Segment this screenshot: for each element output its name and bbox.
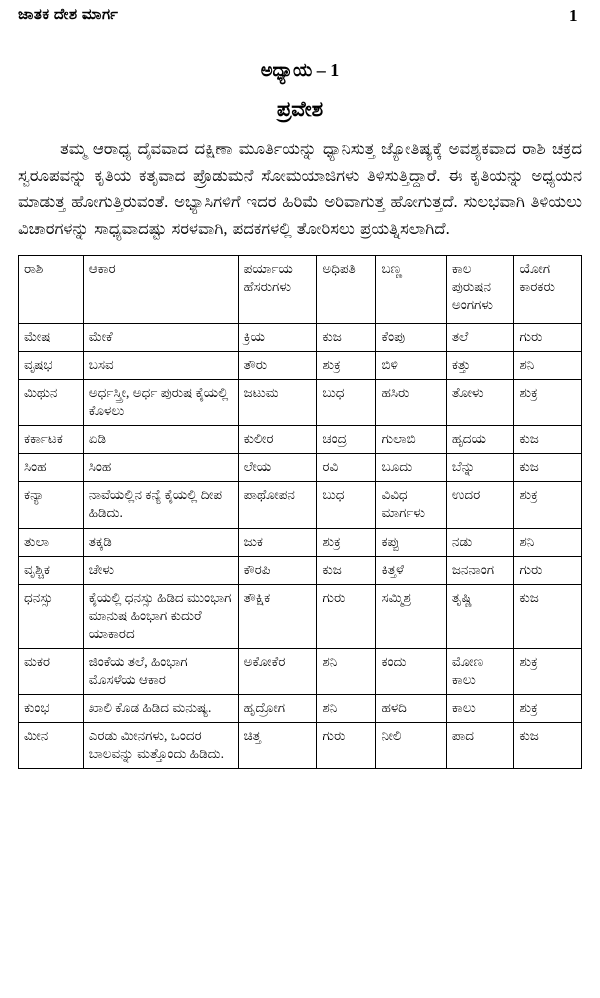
- cell-anga: ಉದರ: [446, 482, 514, 528]
- table-row: [19, 482, 582, 528]
- cell-adhipati: ಬುಧ: [317, 380, 376, 426]
- table-row: [19, 351, 582, 379]
- cell-yoga: ಕುಜ: [514, 584, 582, 648]
- cell-akara: ಮೇಕೆ: [83, 323, 238, 351]
- rashi-table: [18, 255, 582, 769]
- cell-adhipati: ಶುಕ್ರ: [317, 351, 376, 379]
- table-row: [19, 556, 582, 584]
- cell-akara: ಜಿಂಕೆಯ ತಲೆ, ಹಿಂಭಾಗ ಮೊಸಳೆಯ ಆಕಾರ: [83, 648, 238, 694]
- cell-yoga: ಕುಜ: [514, 454, 582, 482]
- cell-akara: ಚೇಳು: [83, 556, 238, 584]
- cell-rashi: ಮಿಥುನ: [19, 380, 84, 426]
- cell-paryaya: ತೌಕ್ಷಿಕ: [238, 584, 317, 648]
- cell-yoga: ಶುಕ್ರ: [514, 648, 582, 694]
- cell-akara: ತಕ್ಕಡಿ: [83, 528, 238, 556]
- cell-yoga: ಕುಜ: [514, 723, 582, 769]
- cell-yoga: ಶನಿ: [514, 528, 582, 556]
- cell-paryaya: ಚಿತ್ತ: [238, 723, 317, 769]
- cell-paryaya: ತೌರು: [238, 351, 317, 379]
- cell-rashi: ಕನ್ಯಾ: [19, 482, 84, 528]
- cell-paryaya: ಜಟುಮ: [238, 380, 317, 426]
- cell-adhipati: ಚಂದ್ರ: [317, 426, 376, 454]
- cell-adhipati: ಕುಜ: [317, 323, 376, 351]
- cell-rashi: ಸಿಂಹ: [19, 454, 84, 482]
- cell-rashi: ವೃಷಭ: [19, 351, 84, 379]
- cell-anga: ಪಾದ: [446, 723, 514, 769]
- column-header-paryaya-hesarugalu: ಪರ್ಯಾಯ ಹೆಸರುಗಳು: [238, 255, 317, 323]
- cell-yoga: ಶುಕ್ರ: [514, 695, 582, 723]
- cell-akara: ಅರ್ಧಸ್ತ್ರೀ, ಅರ್ಧ ಪುರುಷ ಕೈಯಲ್ಲಿ ಕೊಳಲು: [83, 380, 238, 426]
- cell-paryaya: ಜುಕ: [238, 528, 317, 556]
- cell-anga: ಹೃದಯ: [446, 426, 514, 454]
- book-title: ಜಾತಕ ದೇಶ ಮಾರ್ಗ: [18, 7, 119, 23]
- cell-rashi: ಕುಂಭ: [19, 695, 84, 723]
- column-header-adhipati: ಅಧಿಪತಿ: [317, 255, 376, 323]
- cell-banna: ಕೆಂಪು: [376, 323, 446, 351]
- cell-paryaya: ಹೃದ್ರೋಗ: [238, 695, 317, 723]
- table-row: [19, 723, 582, 769]
- cell-rashi: ಮಕರ: [19, 648, 84, 694]
- cell-anga: ಕತ್ತು: [446, 351, 514, 379]
- cell-banna: ವಿವಿಧ ಮಾರ್ಗಳು: [376, 482, 446, 528]
- table-row: [19, 380, 582, 426]
- column-header-kaalapurusha-angagalu: ಕಾಲ ಪುರುಷನ ಅಂಗಗಳು: [446, 255, 514, 323]
- cell-adhipati: ಕುಜ: [317, 556, 376, 584]
- cell-paryaya: ಲೇಯ: [238, 454, 317, 482]
- cell-banna: ಹಳದಿ: [376, 695, 446, 723]
- cell-adhipati: ಗುರು: [317, 584, 376, 648]
- cell-yoga: ಗುರು: [514, 323, 582, 351]
- cell-paryaya: ಅಕೋಕೆರ: [238, 648, 317, 694]
- cell-adhipati: ಬುಧ: [317, 482, 376, 528]
- column-header-banna: ಬಣ್ಣ: [376, 255, 446, 323]
- table-row: [19, 426, 582, 454]
- cell-rashi: ಧನಸ್ಸು: [19, 584, 84, 648]
- cell-banna: ಬಿಳಿ: [376, 351, 446, 379]
- cell-akara: ಬಸವ: [83, 351, 238, 379]
- column-header-akara: ಆಕಾರ: [83, 255, 238, 323]
- cell-akara: ನಾವೆಯಲ್ಲಿನ ಕನ್ಯೆ ಕೈಯಲ್ಲಿ ದೀಪ ಹಿಡಿದು.: [83, 482, 238, 528]
- cell-akara: ಕೈಯಲ್ಲಿ ಧನಸ್ಸು ಹಿಡಿದ ಮುಂಭಾಗ ಮಾನುಷ ಹಿಂಭಾಗ ಕುದುರೆ ಯಾಕಾರದ: [83, 584, 238, 648]
- cell-adhipati: ಶುಕ್ರ: [317, 528, 376, 556]
- cell-paryaya: ಕ್ರಿಯ: [238, 323, 317, 351]
- cell-yoga: ಶನಿ: [514, 351, 582, 379]
- cell-yoga: ಶುಕ್ರ: [514, 482, 582, 528]
- page-number: 1: [569, 6, 578, 25]
- cell-akara: ಖಾಲಿ ಕೊಡ ಹಿಡಿದ ಮನುಷ್ಯ.: [83, 695, 238, 723]
- cell-adhipati: ಗುರು: [317, 723, 376, 769]
- cell-anga: ಬೆನ್ನು: [446, 454, 514, 482]
- table-row: [19, 584, 582, 648]
- cell-yoga: ಗುರು: [514, 556, 582, 584]
- cell-banna: ನೀಲಿ: [376, 723, 446, 769]
- cell-paryaya: ಪಾಥೋಪನ: [238, 482, 317, 528]
- cell-akara: ಎರಡು ಮೀನಗಳು, ಒಂದರ ಬಾಲವನ್ನು ಮತ್ತೊಂದು ಹಿಡಿದು.: [83, 723, 238, 769]
- table-header-row: [19, 255, 582, 323]
- table-row: [19, 323, 582, 351]
- cell-anga: ಮೋಣ ಕಾಲು: [446, 648, 514, 694]
- cell-anga: ತೋಳು: [446, 380, 514, 426]
- cell-rashi: ಮೇಷ: [19, 323, 84, 351]
- cell-anga: ಜನನಾಂಗ: [446, 556, 514, 584]
- table-row: [19, 528, 582, 556]
- running-head: [18, 6, 582, 26]
- cell-banna: ಹಸಿರು: [376, 380, 446, 426]
- cell-banna: ಸಮ್ಮಿಶ್ರ: [376, 584, 446, 648]
- table-row: [19, 695, 582, 723]
- chapter-label: ಅಧ್ಯಾಯ – 1: [260, 60, 340, 80]
- cell-akara: ಸಿಂಹ: [83, 454, 238, 482]
- column-header-yoga-karakaru: ಯೋಗ ಕಾರಕರು: [514, 255, 582, 323]
- cell-adhipati: ಶನಿ: [317, 695, 376, 723]
- cell-anga: ನಡು: [446, 528, 514, 556]
- cell-rashi: ವೃಶ್ಚಿಕ: [19, 556, 84, 584]
- cell-yoga: ಕುಜ: [514, 426, 582, 454]
- cell-banna: ಕಿತ್ತಳೆ: [376, 556, 446, 584]
- cell-yoga: ಶುಕ್ರ: [514, 380, 582, 426]
- table-row: [19, 454, 582, 482]
- intro-paragraph: ತಮ್ಮ ಆರಾಧ್ಯ ದೈವವಾದ ದಕ್ಷಿಣಾ ಮೂರ್ತಿಯನ್ನು ಧ್ಯಾನಿಸುತ್ತ ಜ್ಯೋತಿಷ್ಯಕ್ಕೆ ಅವಶ್ಯಕವಾದ ರಾಶಿ ಚಕ್ರದ ಸ್ವರೂಪವನ್ನು ಕೃತಿಯ ಕತೃವಾದ ಪ್ರೊಡುಮನೆ ಸೋಮಯಾಜಿಗಳು ತಿಳಿಸುತ್ತಿದ್ದಾರೆ. ಈ ಕೃತಿಯನ್ನು ಅಧ್ಯಯನ ಮಾಡುತ್ತ ಹೋಗುತ್ತಿರುವಂತೆ. ಅಭ್ಯಾಸಿಗಳಿಗೆ ಇದರ ಹಿರಿಮೆ ಅರಿವಾಗುತ್ತ ಹೋಗುತ್ತದೆ. ಸುಲಭವಾಗಿ ತಿಳಿಯಲು ವಿಚಾರಗಳನ್ನು ಸಾಧ್ಯವಾದಷ್ಟು ಸರಳವಾಗಿ, ಪದಕಗಳಲ್ಲಿ ತೋರಿಸಲು ಪ್ರಯತ್ನಿಸಲಾಗಿದೆ.: [18, 139, 582, 239]
- cell-banna: ಕಪ್ಪು: [376, 528, 446, 556]
- cell-paryaya: ಕುಲೀರ: [238, 426, 317, 454]
- cell-adhipati: ರವಿ: [317, 454, 376, 482]
- cell-rashi: ಮೀನ: [19, 723, 84, 769]
- cell-rashi: ತುಲಾ: [19, 528, 84, 556]
- cell-banna: ಕಂದು: [376, 648, 446, 694]
- cell-banna: ಗುಲಾಬಿ: [376, 426, 446, 454]
- cell-anga: ತೃಷ್ಣಿ: [446, 584, 514, 648]
- column-header-rashi: ರಾಶಿ: [19, 255, 84, 323]
- cell-rashi: ಕರ್ಕಾಟಕ: [19, 426, 84, 454]
- cell-adhipati: ಶನಿ: [317, 648, 376, 694]
- cell-banna: ಬೂದು: [376, 454, 446, 482]
- cell-anga: ತಲೆ: [446, 323, 514, 351]
- chapter-title: ಪ್ರವೇಶ: [276, 97, 324, 121]
- cell-paryaya: ಕೌರಪಿ: [238, 556, 317, 584]
- cell-akara: ಏಡಿ: [83, 426, 238, 454]
- cell-anga: ಕಾಲು: [446, 695, 514, 723]
- table-row: [19, 648, 582, 694]
